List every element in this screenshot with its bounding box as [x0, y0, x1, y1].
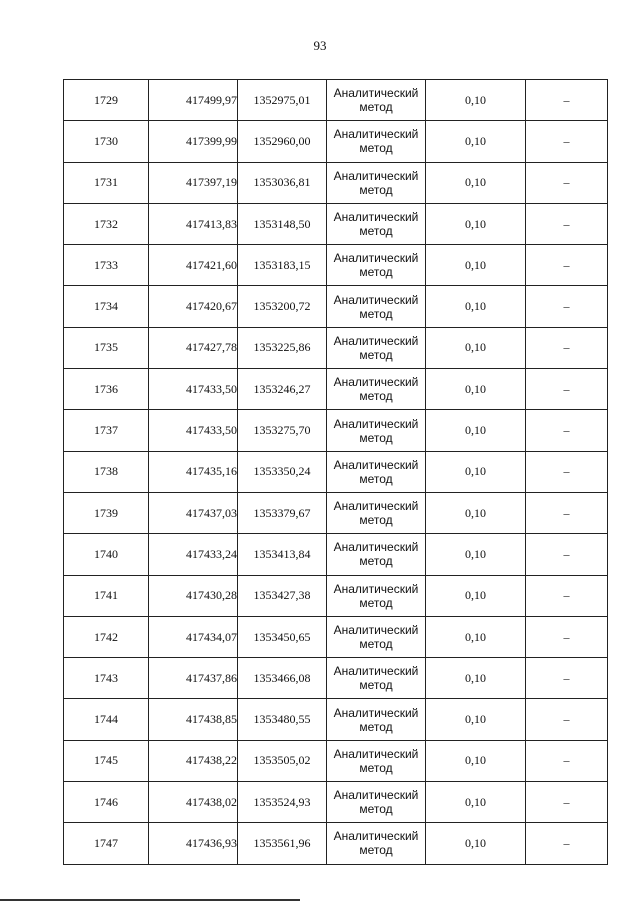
x-coordinate-cell: 417399,99 — [149, 121, 238, 162]
coordinates-table — [63, 79, 608, 865]
method-line-1: Аналитический — [333, 86, 419, 101]
y-coordinate-cell: 1353350,24 — [238, 451, 327, 492]
point-number-cell: 1747 — [64, 823, 149, 864]
method-line-2: метод — [359, 760, 393, 775]
y-coordinate-cell: 1353466,08 — [238, 658, 327, 699]
point-number-cell: 1733 — [64, 245, 149, 286]
x-coordinate-cell: 417438,22 — [149, 740, 238, 781]
method-cell — [327, 369, 426, 410]
method-line-2: метод — [359, 637, 393, 651]
table-row — [64, 451, 608, 492]
note-cell: – — [526, 286, 608, 327]
method-cell — [327, 740, 426, 781]
method-cell — [327, 162, 426, 203]
point-number-cell: 1729 — [64, 80, 149, 121]
y-coordinate-cell: 1353379,67 — [238, 492, 327, 533]
accuracy-cell: 0,10 — [426, 203, 526, 244]
point-number-cell: 1732 — [64, 203, 149, 244]
accuracy-cell: 0,10 — [426, 740, 526, 781]
table-row — [64, 286, 608, 327]
table-row — [64, 823, 608, 864]
y-coordinate-cell: 1353524,93 — [238, 782, 327, 823]
accuracy-cell: 0,10 — [426, 492, 526, 533]
method-line-2: метод — [359, 182, 393, 197]
y-coordinate-cell: 1353183,15 — [238, 245, 327, 286]
note-cell: – — [526, 492, 608, 533]
method-cell — [327, 534, 426, 575]
note-cell: – — [526, 575, 608, 616]
x-coordinate-cell: 417434,07 — [149, 616, 238, 657]
method-cell — [327, 616, 426, 657]
note-cell: – — [526, 162, 608, 203]
method-line-1: Аналитический — [333, 705, 419, 720]
point-number-cell: 1744 — [64, 699, 149, 740]
y-coordinate-cell: 1353427,38 — [238, 575, 327, 616]
accuracy-cell: 0,10 — [426, 121, 526, 162]
x-coordinate-cell: 417499,97 — [149, 80, 238, 121]
y-coordinate-cell: 1352975,01 — [238, 80, 327, 121]
method-line-2: метод — [359, 224, 393, 239]
note-cell: – — [526, 369, 608, 410]
accuracy-cell: 0,10 — [426, 451, 526, 492]
x-coordinate-cell: 417433,24 — [149, 534, 238, 575]
method-cell — [327, 823, 426, 864]
note-cell: – — [526, 451, 608, 492]
note-cell: – — [526, 80, 608, 121]
point-number-cell: 1730 — [64, 121, 149, 162]
method-line-2: метод — [359, 141, 393, 156]
table-row — [64, 658, 608, 699]
accuracy-cell: 0,10 — [426, 286, 526, 327]
method-cell — [327, 782, 426, 823]
table-row — [64, 534, 608, 575]
point-number-cell: 1746 — [64, 782, 149, 823]
point-number-cell: 1737 — [64, 410, 149, 451]
note-cell: – — [526, 699, 608, 740]
note-cell: – — [526, 823, 608, 864]
page-number: 93 — [313, 38, 327, 53]
method-line-1: Аналитический — [333, 788, 419, 803]
method-line-2: метод — [359, 554, 393, 569]
accuracy-cell: 0,10 — [426, 245, 526, 286]
x-coordinate-cell: 417433,50 — [149, 410, 238, 451]
x-coordinate-cell: 417438,85 — [149, 699, 238, 740]
y-coordinate-cell: 1353561,96 — [238, 823, 327, 864]
y-coordinate-cell: 1352960,00 — [238, 121, 327, 162]
method-line-1: Аналитический — [333, 168, 419, 183]
table-row — [64, 162, 608, 203]
method-cell — [327, 451, 426, 492]
method-line-2: метод — [359, 843, 393, 858]
accuracy-cell: 0,10 — [426, 616, 526, 657]
method-line-1: Аналитический — [333, 746, 419, 761]
method-line-1: Аналитический — [333, 457, 419, 472]
y-coordinate-cell: 1353225,86 — [238, 327, 327, 368]
note-cell: – — [526, 203, 608, 244]
point-number-cell: 1742 — [64, 616, 149, 657]
table-row — [64, 203, 608, 244]
note-cell: – — [526, 121, 608, 162]
table-row — [64, 327, 608, 368]
point-number-cell: 1736 — [64, 369, 149, 410]
method-cell — [327, 121, 426, 162]
y-coordinate-cell: 1353148,50 — [238, 203, 327, 244]
point-number-cell: 1745 — [64, 740, 149, 781]
method-line-1: Аналитический — [333, 664, 419, 679]
accuracy-cell: 0,10 — [426, 658, 526, 699]
note-cell: – — [526, 740, 608, 781]
table-row — [64, 782, 608, 823]
note-cell: – — [526, 658, 608, 699]
accuracy-cell: 0,10 — [426, 782, 526, 823]
x-coordinate-cell: 417397,19 — [149, 162, 238, 203]
x-coordinate-cell: 417430,28 — [149, 575, 238, 616]
method-line-1: Аналитический — [333, 623, 419, 637]
accuracy-cell: 0,10 — [426, 80, 526, 121]
accuracy-cell: 0,10 — [426, 410, 526, 451]
x-coordinate-cell: 417435,16 — [149, 451, 238, 492]
method-cell — [327, 245, 426, 286]
method-line-2: метод — [359, 100, 393, 115]
y-coordinate-cell: 1353275,70 — [238, 410, 327, 451]
table-row — [64, 699, 608, 740]
y-coordinate-cell: 1353200,72 — [238, 286, 327, 327]
table-row — [64, 492, 608, 533]
point-number-cell: 1738 — [64, 451, 149, 492]
method-line-1: Аналитический — [333, 333, 419, 348]
table-row — [64, 410, 608, 451]
method-line-2: метод — [359, 719, 393, 734]
method-line-2: метод — [359, 347, 393, 362]
note-cell: – — [526, 245, 608, 286]
method-line-2: метод — [359, 389, 393, 404]
point-number-cell: 1741 — [64, 575, 149, 616]
method-cell — [327, 80, 426, 121]
table-row — [64, 740, 608, 781]
method-line-1: Аналитический — [333, 127, 419, 142]
accuracy-cell: 0,10 — [426, 369, 526, 410]
accuracy-cell: 0,10 — [426, 327, 526, 368]
note-cell: – — [526, 410, 608, 451]
method-line-1: Аналитический — [333, 210, 419, 225]
y-coordinate-cell: 1353413,84 — [238, 534, 327, 575]
method-line-2: метод — [359, 306, 393, 321]
table-row — [64, 369, 608, 410]
method-cell — [327, 286, 426, 327]
method-line-1: Аналитический — [333, 581, 419, 596]
table-row — [64, 80, 608, 121]
table-row — [64, 575, 608, 616]
method-line-1: Аналитический — [333, 829, 419, 844]
accuracy-cell: 0,10 — [426, 823, 526, 864]
method-cell — [327, 699, 426, 740]
note-cell: – — [526, 327, 608, 368]
method-cell — [327, 492, 426, 533]
x-coordinate-cell: 417437,86 — [149, 658, 238, 699]
method-cell — [327, 203, 426, 244]
table-body — [64, 80, 608, 865]
accuracy-cell: 0,10 — [426, 575, 526, 616]
x-coordinate-cell: 417413,83 — [149, 203, 238, 244]
x-coordinate-cell: 417438,02 — [149, 782, 238, 823]
point-number-cell: 1739 — [64, 492, 149, 533]
y-coordinate-cell: 1353480,55 — [238, 699, 327, 740]
accuracy-cell: 0,10 — [426, 162, 526, 203]
method-line-2: метод — [359, 595, 393, 610]
x-coordinate-cell: 417427,78 — [149, 327, 238, 368]
point-number-cell: 1743 — [64, 658, 149, 699]
method-line-1: Аналитический — [333, 292, 419, 307]
method-line-1: Аналитический — [333, 251, 419, 266]
x-coordinate-cell: 417420,67 — [149, 286, 238, 327]
table-row — [64, 616, 608, 657]
method-cell — [327, 575, 426, 616]
accuracy-cell: 0,10 — [426, 534, 526, 575]
point-number-cell: 1731 — [64, 162, 149, 203]
y-coordinate-cell: 1353036,81 — [238, 162, 327, 203]
x-coordinate-cell: 417433,50 — [149, 369, 238, 410]
method-line-2: метод — [359, 265, 393, 280]
method-cell — [327, 658, 426, 699]
note-cell: – — [526, 534, 608, 575]
point-number-cell: 1734 — [64, 286, 149, 327]
accuracy-cell: 0,10 — [426, 699, 526, 740]
note-cell: – — [526, 616, 608, 657]
method-line-1: Аналитический — [333, 416, 419, 431]
method-line-2: метод — [359, 513, 393, 528]
method-line-1: Аналитический — [333, 499, 419, 514]
table-row — [64, 245, 608, 286]
y-coordinate-cell: 1353450,65 — [238, 616, 327, 657]
x-coordinate-cell: 417421,60 — [149, 245, 238, 286]
y-coordinate-cell: 1353246,27 — [238, 369, 327, 410]
method-line-1: Аналитический — [333, 375, 419, 390]
method-line-2: метод — [359, 430, 393, 445]
point-number-cell: 1740 — [64, 534, 149, 575]
method-cell — [327, 327, 426, 368]
method-line-2: метод — [359, 471, 393, 486]
bottom-divider — [0, 899, 300, 901]
method-line-1: Аналитический — [333, 540, 419, 555]
y-coordinate-cell: 1353505,02 — [238, 740, 327, 781]
method-cell — [327, 410, 426, 451]
note-cell: – — [526, 782, 608, 823]
x-coordinate-cell: 417437,03 — [149, 492, 238, 533]
method-line-2: метод — [359, 678, 393, 693]
method-line-2: метод — [359, 802, 393, 817]
table-row — [64, 121, 608, 162]
x-coordinate-cell: 417436,93 — [149, 823, 238, 864]
point-number-cell: 1735 — [64, 327, 149, 368]
